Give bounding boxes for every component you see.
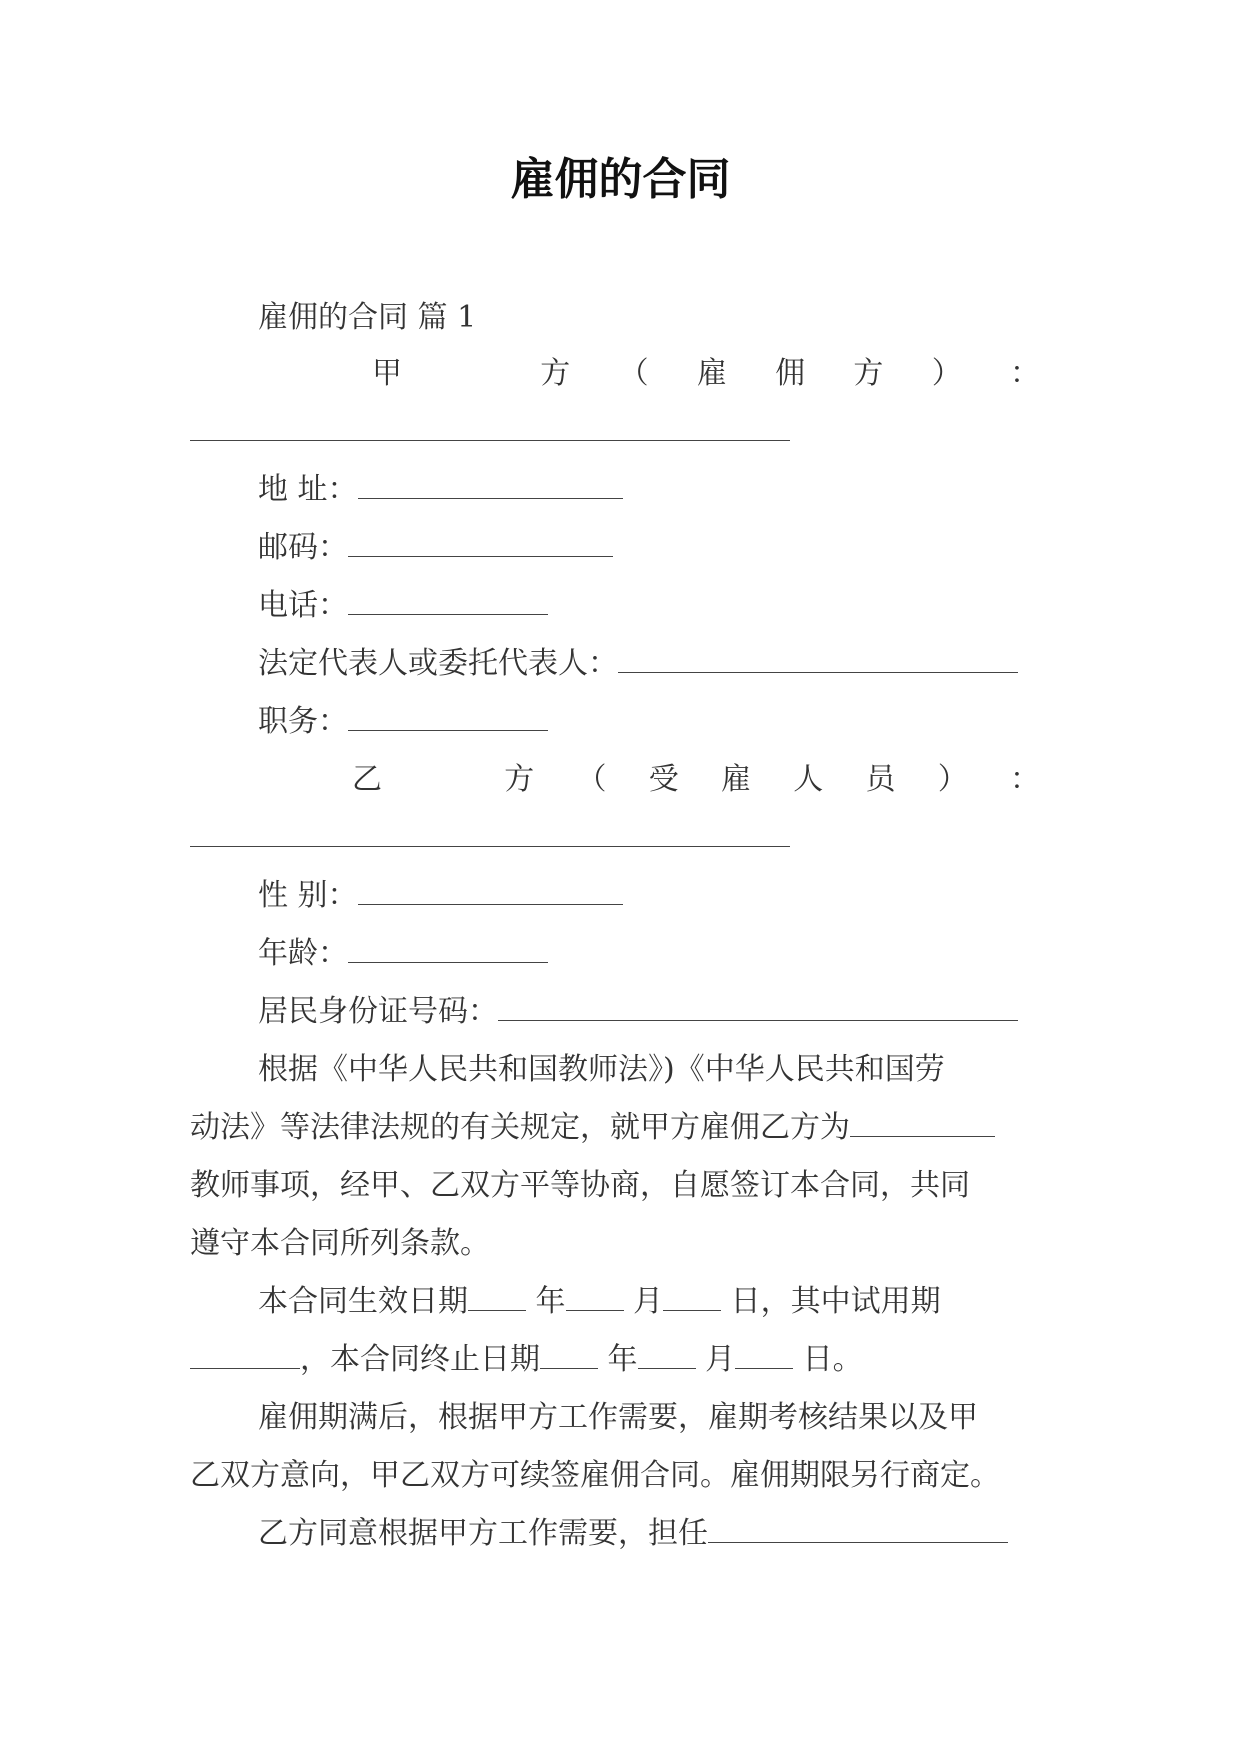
representative-blank[interactable] — [618, 644, 1018, 673]
assignment-blank[interactable] — [708, 1514, 1008, 1543]
postcode-row — [258, 528, 1060, 568]
representative-row — [258, 644, 1060, 684]
month-label: 月 — [705, 1342, 736, 1377]
job-title-blank[interactable] — [850, 1108, 995, 1137]
party-b-heading-char: （ — [576, 762, 607, 797]
paragraph-text: 本合同生效日期 — [258, 1284, 468, 1319]
address-row — [258, 470, 1060, 510]
postcode-blank[interactable] — [348, 528, 613, 557]
month-label: 月 — [633, 1284, 664, 1319]
phone-label: 电话： — [258, 588, 348, 623]
position-blank[interactable] — [348, 702, 548, 731]
party-a-heading-char: 甲 — [372, 356, 402, 391]
position-label: 职务： — [258, 704, 348, 739]
party-a-heading — [372, 354, 1040, 394]
end-date-row — [190, 1340, 1060, 1380]
age-row — [258, 934, 1060, 974]
end-year-blank[interactable] — [540, 1340, 598, 1369]
party-b-heading-char: 人 — [793, 762, 824, 797]
paragraph-line: 乙双方意向，甲乙双方可续签雇佣合同。雇佣期限另行商定。 — [190, 1458, 1000, 1493]
party-a-heading-char: ） — [931, 356, 962, 391]
paragraph-line: 根据《中华人民共和国教师法》)《中华人民共和国劳 — [258, 1052, 945, 1087]
age-label: 年龄： — [258, 936, 348, 971]
paragraph-line: 教师事项，经甲、乙双方平等协商，自愿签订本合同，共同 — [190, 1168, 970, 1203]
paragraph-text: ，本合同终止日期 — [300, 1342, 540, 1377]
id-label: 居民身份证号码： — [258, 994, 498, 1029]
paragraph-line: 遵守本合同所列条款。 — [190, 1226, 490, 1261]
party-a-name-blank[interactable] — [190, 440, 790, 441]
section-heading: 雇佣的合同 篇 1 — [258, 300, 477, 335]
id-row — [258, 992, 1060, 1032]
end-month-blank[interactable] — [638, 1340, 696, 1369]
party-b-name-blank[interactable] — [190, 846, 790, 847]
paragraph-text: 乙方同意根据甲方工作需要，担任 — [258, 1516, 708, 1551]
party-b-heading-char: 方 — [504, 762, 535, 797]
year-label: 年 — [535, 1284, 566, 1319]
party-a-heading-char: 方 — [853, 356, 884, 391]
phone-blank[interactable] — [348, 586, 548, 615]
gender-row — [258, 876, 1060, 916]
paragraph-text: 日，其中试用期 — [730, 1284, 941, 1319]
day-label: 日。 — [802, 1342, 863, 1377]
party-b-heading-char: ： — [1010, 762, 1040, 797]
postcode-label: 邮码： — [258, 530, 348, 565]
party-a-heading-char: 佣 — [775, 356, 806, 391]
year-label: 年 — [607, 1342, 638, 1377]
id-blank[interactable] — [498, 992, 1018, 1021]
effective-date-row — [258, 1282, 1060, 1322]
party-b-heading — [352, 760, 1040, 800]
party-a-heading-char: 方 — [540, 356, 571, 391]
probation-blank[interactable] — [190, 1340, 300, 1369]
position-row — [258, 702, 1060, 742]
representative-label: 法定代表人或委托代表人： — [258, 646, 618, 681]
end-day-blank[interactable] — [735, 1340, 793, 1369]
start-month-blank[interactable] — [566, 1282, 624, 1311]
party-a-heading-char: （ — [618, 356, 649, 391]
gender-label: 性 别： — [258, 878, 358, 913]
party-b-heading-char: 雇 — [721, 762, 751, 797]
party-b-heading-char: 员 — [865, 762, 896, 797]
party-b-heading-char: 受 — [648, 762, 679, 797]
address-label: 地 址： — [258, 472, 358, 507]
start-year-blank[interactable] — [468, 1282, 526, 1311]
party-b-heading-char: 乙 — [352, 762, 382, 797]
phone-row — [258, 586, 1060, 626]
age-blank[interactable] — [348, 934, 548, 963]
gender-blank[interactable] — [358, 876, 623, 905]
party-a-heading-char: 雇 — [696, 356, 727, 391]
party-a-heading-char: ： — [1009, 356, 1040, 391]
start-day-blank[interactable] — [663, 1282, 721, 1311]
paragraph-text: 动法》等法律法规的有关规定，就甲方雇佣乙方为 — [190, 1110, 850, 1145]
paragraph-line — [258, 1514, 1060, 1554]
party-b-heading-char: ） — [937, 762, 968, 797]
paragraph-line — [190, 1108, 1060, 1148]
address-blank[interactable] — [358, 470, 623, 499]
paragraph-line: 雇佣期满后，根据甲方工作需要，雇期考核结果以及甲 — [258, 1400, 978, 1435]
document-title: 雇佣的合同 — [510, 154, 731, 205]
